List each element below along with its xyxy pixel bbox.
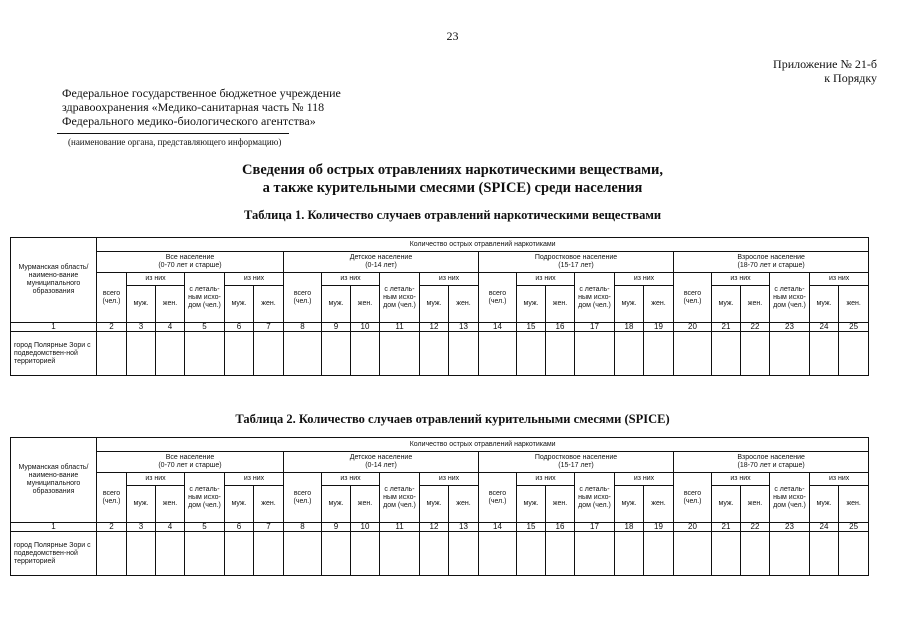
data-cell[interactable] — [674, 332, 712, 376]
female-header-cell: жен. — [351, 486, 380, 523]
data-cell[interactable] — [770, 532, 810, 576]
group-title: Все население — [165, 454, 215, 461]
data-cell[interactable] — [420, 532, 449, 576]
of-them-header-cell: из них — [420, 473, 479, 486]
data-cell[interactable] — [449, 332, 479, 376]
column-number-cell: 14 — [479, 523, 517, 532]
data-cell[interactable] — [127, 532, 156, 576]
male-header-cell: муж. — [517, 286, 546, 323]
column-number-cell: 1 — [11, 323, 97, 332]
column-number-cell: 8 — [284, 523, 322, 532]
column-number-cell: 15 — [517, 323, 546, 332]
group-header-cell — [674, 452, 869, 473]
female-header-cell: жен. — [156, 486, 185, 523]
column-number-cell: 19 — [644, 323, 674, 332]
table-row — [11, 332, 869, 376]
data-cell[interactable] — [225, 332, 254, 376]
of-them-header-cell: из них — [712, 273, 770, 286]
lethal-header-cell: с леталь-ным исхо-дом (чел.) — [185, 273, 225, 323]
column-number-cell: 10 — [351, 523, 380, 532]
lethal-header-cell: с леталь-ным исхо-дом (чел.) — [380, 473, 420, 523]
lethal-header-cell: с леталь-ным исхо-дом (чел.) — [185, 473, 225, 523]
group-title: Детское население — [349, 454, 413, 461]
total-header-cell: всего (чел.) — [674, 273, 712, 323]
table-1-caption: Таблица 1. Количество случаев отравлений наркотическими веществами — [243, 208, 662, 222]
table-1 — [10, 237, 869, 376]
group-title: Взрослое население — [737, 454, 805, 461]
male-header-cell: муж. — [322, 486, 351, 523]
column-number-cell: 7 — [254, 523, 284, 532]
male-header-cell: муж. — [420, 486, 449, 523]
data-cell[interactable] — [185, 532, 225, 576]
data-cell[interactable] — [97, 332, 127, 376]
column-number-cell: 4 — [156, 523, 185, 532]
document-title — [0, 161, 905, 197]
lethal-header-cell: с леталь-ным исхо-дом (чел.) — [575, 273, 615, 323]
data-cell[interactable] — [839, 332, 869, 376]
column-number-cell: 14 — [479, 323, 517, 332]
male-header-cell: муж. — [127, 486, 156, 523]
data-cell[interactable] — [351, 532, 380, 576]
data-cell[interactable] — [674, 532, 712, 576]
data-cell[interactable] — [97, 532, 127, 576]
female-header-cell: жен. — [741, 286, 770, 323]
male-header-cell: муж. — [712, 486, 741, 523]
data-cell[interactable] — [185, 332, 225, 376]
column-number-cell: 4 — [156, 323, 185, 332]
female-header-cell: жен. — [644, 286, 674, 323]
group-subtitle: (0-70 лет и старше) — [158, 262, 222, 269]
data-cell[interactable] — [254, 532, 284, 576]
data-cell[interactable] — [810, 532, 839, 576]
column-number-cell: 11 — [380, 523, 420, 532]
data-cell[interactable] — [712, 332, 741, 376]
group-title: Все население — [165, 254, 215, 261]
table-2-caption: Таблица 2. Количество случаев отравлений курительными смесями (SPICE) — [235, 412, 670, 426]
data-cell[interactable] — [322, 332, 351, 376]
column-number-cell: 13 — [449, 323, 479, 332]
data-cell[interactable] — [351, 332, 380, 376]
group-header-cell — [674, 252, 869, 273]
female-header-cell: жен. — [156, 286, 185, 323]
column-number-cell: 23 — [770, 323, 810, 332]
column-number-cell: 5 — [185, 523, 225, 532]
column-number-cell: 12 — [420, 323, 449, 332]
data-cell[interactable] — [479, 332, 517, 376]
lethal-header-cell: с леталь-ным исхо-дом (чел.) — [770, 273, 810, 323]
female-header-cell: жен. — [449, 486, 479, 523]
male-header-cell: муж. — [225, 286, 254, 323]
data-cell[interactable] — [156, 532, 185, 576]
of-them-header-cell: из них — [615, 273, 674, 286]
data-cell[interactable] — [479, 532, 517, 576]
group-subtitle: (18-70 лет и старше) — [737, 262, 805, 269]
data-cell[interactable] — [741, 332, 770, 376]
title-line: Сведения об острых отравлениях наркотическими веществами, — [242, 162, 663, 178]
data-cell[interactable] — [615, 532, 644, 576]
data-cell[interactable] — [380, 332, 420, 376]
column-number-cell: 13 — [449, 523, 479, 532]
female-header-cell: жен. — [546, 486, 575, 523]
column-number-cell: 20 — [674, 523, 712, 532]
of-them-header-cell: из них — [810, 473, 869, 486]
total-header-cell: всего (чел.) — [97, 473, 127, 523]
column-number-cell: 22 — [741, 323, 770, 332]
column-number-cell: 22 — [741, 523, 770, 532]
data-cell[interactable] — [575, 532, 615, 576]
column-number-cell: 12 — [420, 523, 449, 532]
column-number-cell: 18 — [615, 323, 644, 332]
column-number-cell: 21 — [712, 323, 741, 332]
group-subtitle: (15-17 лет) — [558, 462, 594, 469]
organization-line: Федерального медико-биологического агентства» — [62, 114, 316, 128]
female-header-cell: жен. — [254, 286, 284, 323]
column-number-cell: 3 — [127, 323, 156, 332]
organization-name — [62, 86, 341, 128]
group-subtitle: (0-70 лет и старше) — [158, 462, 222, 469]
column-number-cell: 16 — [546, 523, 575, 532]
female-header-cell: жен. — [449, 286, 479, 323]
data-cell[interactable] — [810, 332, 839, 376]
row-header-cell: Мурманская область/наимено-вание муниципального образования — [11, 438, 97, 523]
data-cell[interactable] — [284, 332, 322, 376]
column-number-cell: 20 — [674, 323, 712, 332]
of-them-header-cell: из них — [127, 473, 185, 486]
data-cell[interactable] — [156, 332, 185, 376]
male-header-cell: муж. — [615, 486, 644, 523]
male-header-cell: муж. — [810, 286, 839, 323]
data-cell[interactable] — [770, 332, 810, 376]
female-header-cell: жен. — [839, 286, 869, 323]
group-title: Подростковое население — [534, 254, 618, 261]
group-header-cell — [284, 252, 479, 273]
column-number-cell: 17 — [575, 323, 615, 332]
data-cell[interactable] — [322, 532, 351, 576]
of-them-header-cell: из них — [615, 473, 674, 486]
female-header-cell: жен. — [254, 486, 284, 523]
total-header-cell: всего (чел.) — [284, 473, 322, 523]
data-cell[interactable] — [449, 532, 479, 576]
column-number-cell: 25 — [839, 323, 869, 332]
column-number-cell: 9 — [322, 323, 351, 332]
of-them-header-cell: из них — [420, 273, 479, 286]
group-header-cell — [479, 252, 674, 273]
column-number-cell: 8 — [284, 323, 322, 332]
header-top-cell: Количество острых отравлений наркотиками — [97, 438, 869, 452]
column-number-cell: 10 — [351, 323, 380, 332]
data-cell[interactable] — [380, 532, 420, 576]
lethal-header-cell: с леталь-ным исхо-дом (чел.) — [380, 273, 420, 323]
row-label-cell: город Полярные Зори с подведомствен-ной территорией — [11, 332, 97, 376]
column-number-cell: 2 — [97, 323, 127, 332]
total-header-cell: всего (чел.) — [97, 273, 127, 323]
male-header-cell: муж. — [517, 486, 546, 523]
data-cell[interactable] — [517, 532, 546, 576]
column-number-cell: 6 — [225, 523, 254, 532]
group-header-cell — [284, 452, 479, 473]
group-title: Детское население — [349, 254, 413, 261]
column-number-cell: 24 — [810, 323, 839, 332]
female-header-cell: жен. — [546, 286, 575, 323]
lethal-header-cell: с леталь-ным исхо-дом (чел.) — [575, 473, 615, 523]
column-number-cell: 9 — [322, 523, 351, 532]
group-title: Подростковое население — [534, 454, 618, 461]
of-them-header-cell: из них — [712, 473, 770, 486]
female-header-cell: жен. — [351, 286, 380, 323]
organization-line: Федеральное государственное бюджетное учреждение — [62, 86, 341, 100]
female-header-cell: жен. — [644, 486, 674, 523]
of-them-header-cell: из них — [127, 273, 185, 286]
column-number-cell: 2 — [97, 523, 127, 532]
data-cell[interactable] — [839, 532, 869, 576]
group-subtitle: (0-14 лет) — [365, 262, 397, 269]
of-them-header-cell: из них — [810, 273, 869, 286]
total-header-cell: всего (чел.) — [674, 473, 712, 523]
title-line: а также курительными смесями (SPICE) среди населения — [262, 180, 643, 196]
column-number-cell: 19 — [644, 523, 674, 532]
appendix-line: к Порядку — [824, 71, 877, 85]
total-header-cell: всего (чел.) — [479, 473, 517, 523]
organization-line: здравоохранения «Медико-санитарная часть № 118 — [62, 100, 325, 114]
row-header-cell: Мурманская область/наимено-вание муниципального образования — [11, 238, 97, 323]
data-cell[interactable] — [284, 532, 322, 576]
of-them-header-cell: из них — [517, 473, 575, 486]
group-header-cell — [97, 452, 284, 473]
female-header-cell: жен. — [839, 486, 869, 523]
column-number-cell: 16 — [546, 323, 575, 332]
male-header-cell: муж. — [322, 286, 351, 323]
column-number-cell: 25 — [839, 523, 869, 532]
group-subtitle: (0-14 лет) — [365, 462, 397, 469]
male-header-cell: муж. — [127, 286, 156, 323]
female-header-cell: жен. — [741, 486, 770, 523]
of-them-header-cell: из них — [517, 273, 575, 286]
male-header-cell: муж. — [225, 486, 254, 523]
of-them-header-cell: из них — [322, 273, 380, 286]
data-cell[interactable] — [644, 332, 674, 376]
group-title: Взрослое население — [737, 254, 805, 261]
data-cell[interactable] — [741, 532, 770, 576]
header-top-cell: Количество острых отравлений наркотиками — [97, 238, 869, 252]
of-them-header-cell: из них — [225, 473, 284, 486]
data-cell[interactable] — [546, 532, 575, 576]
column-number-cell: 7 — [254, 323, 284, 332]
data-cell[interactable] — [644, 532, 674, 576]
group-subtitle: (18-70 лет и старше) — [737, 462, 805, 469]
appendix-reference — [773, 57, 877, 85]
group-header-cell — [479, 452, 674, 473]
lethal-header-cell: с леталь-ным исхо-дом (чел.) — [770, 473, 810, 523]
data-cell[interactable] — [254, 332, 284, 376]
data-cell[interactable] — [546, 332, 575, 376]
male-header-cell: муж. — [615, 286, 644, 323]
of-them-header-cell: из них — [225, 273, 284, 286]
row-label-cell: город Полярные Зори с подведомствен-ной территорией — [11, 532, 97, 576]
data-cell[interactable] — [127, 332, 156, 376]
organization-underline — [57, 133, 289, 134]
organization-caption: (наименование органа, представляющего информацию) — [68, 137, 282, 147]
column-number-cell: 23 — [770, 523, 810, 532]
group-header-cell — [97, 252, 284, 273]
column-number-cell: 3 — [127, 523, 156, 532]
male-header-cell: муж. — [712, 286, 741, 323]
appendix-line: Приложение № 21-б — [773, 57, 877, 71]
data-cell[interactable] — [420, 332, 449, 376]
male-header-cell: муж. — [420, 286, 449, 323]
page-number: 23 — [446, 29, 459, 43]
column-number-cell: 21 — [712, 523, 741, 532]
total-header-cell: всего (чел.) — [284, 273, 322, 323]
column-number-cell: 6 — [225, 323, 254, 332]
column-number-cell: 15 — [517, 523, 546, 532]
data-cell[interactable] — [712, 532, 741, 576]
data-cell[interactable] — [517, 332, 546, 376]
table-2 — [10, 437, 869, 576]
column-number-cell: 17 — [575, 523, 615, 532]
data-cell[interactable] — [575, 332, 615, 376]
male-header-cell: муж. — [810, 486, 839, 523]
data-cell[interactable] — [225, 532, 254, 576]
total-header-cell: всего (чел.) — [479, 273, 517, 323]
data-cell[interactable] — [615, 332, 644, 376]
table-row — [11, 532, 869, 576]
column-number-cell: 18 — [615, 523, 644, 532]
column-number-cell: 5 — [185, 323, 225, 332]
column-number-cell: 1 — [11, 523, 97, 532]
of-them-header-cell: из них — [322, 473, 380, 486]
column-number-cell: 11 — [380, 323, 420, 332]
group-subtitle: (15-17 лет) — [558, 262, 594, 269]
column-number-cell: 24 — [810, 523, 839, 532]
